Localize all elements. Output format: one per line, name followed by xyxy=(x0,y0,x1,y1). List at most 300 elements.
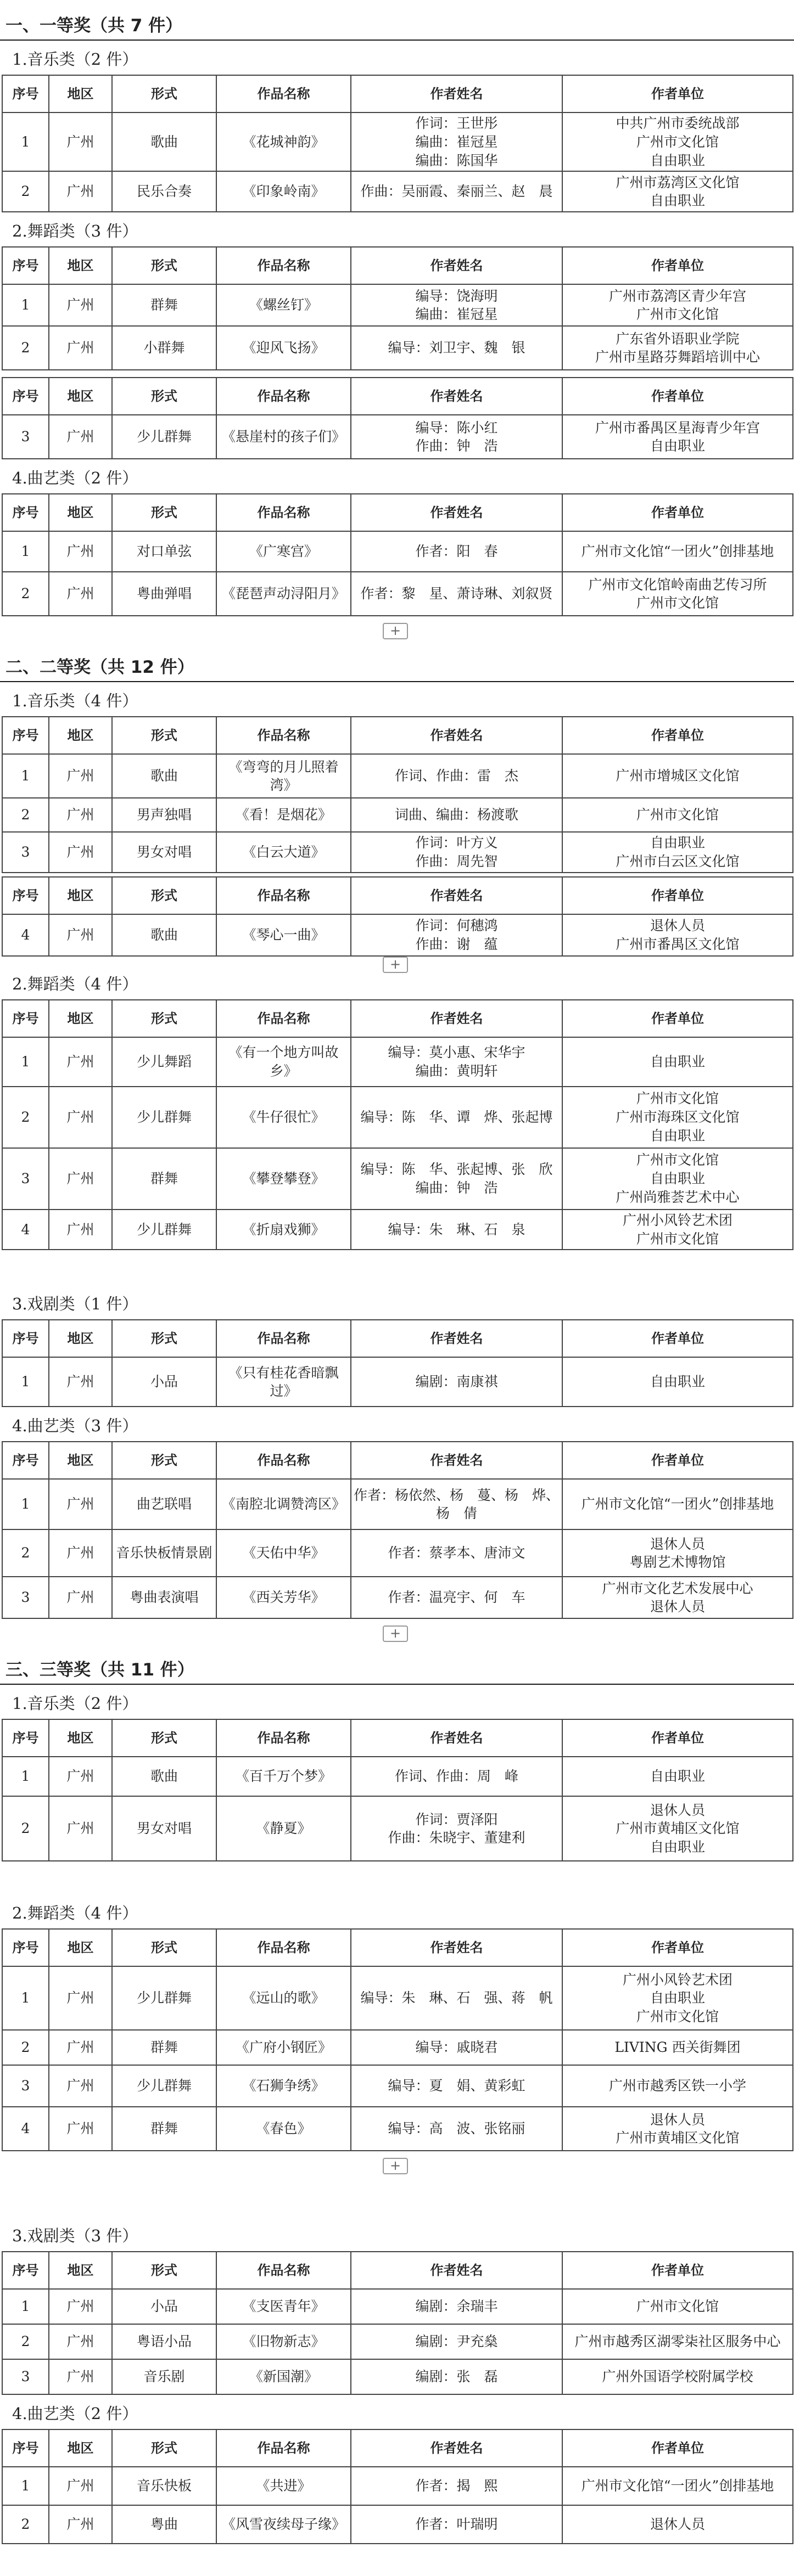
cell-region: 广州 xyxy=(49,326,112,370)
cell-unit-line: 广州市海珠区文化馆 xyxy=(616,1109,740,1125)
table-header-row xyxy=(2,247,793,284)
cell-unit xyxy=(562,572,793,616)
cell-no: 4 xyxy=(2,1210,49,1250)
cell-unit-line: 广州市文化馆岭南曲艺传习所 xyxy=(588,576,767,593)
cell-form: 粤语小品 xyxy=(112,2324,216,2359)
category-title: 3.戏剧类（1 件） xyxy=(12,1295,138,1314)
cell-unit-line: 广州市文化艺术发展中心 xyxy=(602,1580,753,1596)
cell-unit-line: 自由职业 xyxy=(650,1053,705,1070)
cell-work: 《百千万个梦》 xyxy=(216,1757,351,1796)
cell-unit xyxy=(562,2030,793,2065)
cell-unit-line: 广州外国语学校附属学校 xyxy=(602,2369,753,2385)
cell-form: 小品 xyxy=(112,2289,216,2324)
award-section xyxy=(0,1657,794,2544)
header-form: 形式 xyxy=(112,717,216,754)
cell-no: 2 xyxy=(2,171,49,212)
award-table xyxy=(2,716,793,873)
cell-unit-line: 广州市荔湾区文化馆 xyxy=(616,174,740,190)
table-header-row xyxy=(2,1320,793,1357)
award-table xyxy=(2,75,793,212)
cell-author-line: 作曲：吴丽霞、秦丽兰、赵 晨 xyxy=(360,183,553,200)
cell-author-line: 编曲：陈国华 xyxy=(415,152,498,168)
header-work: 作品名称 xyxy=(216,1719,351,1757)
cell-work: 《西关芳华》 xyxy=(216,1577,351,1618)
header-unit: 作者单位 xyxy=(562,494,793,531)
header-region: 地区 xyxy=(49,378,112,415)
table-row xyxy=(2,1148,793,1210)
header-work: 作品名称 xyxy=(216,1320,351,1357)
header-work: 作品名称 xyxy=(216,494,351,531)
table-header-row xyxy=(2,378,793,415)
cell-region: 广州 xyxy=(49,1357,112,1407)
cell-unit xyxy=(562,1757,793,1796)
cell-author-line: 编导：朱 琳、石 泉 xyxy=(388,1221,525,1238)
cell-author xyxy=(351,2467,562,2505)
cell-region: 广州 xyxy=(49,798,112,832)
header-no: 序号 xyxy=(2,1719,49,1757)
cell-work: 《牛仔很忙》 xyxy=(216,1087,351,1148)
table-row xyxy=(2,326,793,370)
cell-region: 广州 xyxy=(49,754,112,798)
cell-form: 少儿群舞 xyxy=(112,1966,216,2030)
header-form: 形式 xyxy=(112,1000,216,1037)
cell-unit xyxy=(562,415,793,459)
cell-no: 2 xyxy=(2,2324,49,2359)
cell-unit xyxy=(562,2324,793,2359)
header-no: 序号 xyxy=(2,75,49,113)
award-table xyxy=(2,377,793,459)
header-author: 作者姓名 xyxy=(351,1320,562,1357)
cell-region: 广州 xyxy=(49,2107,112,2151)
cell-unit xyxy=(562,171,793,212)
cell-work: 《新国潮》 xyxy=(216,2359,351,2394)
header-region: 地区 xyxy=(49,1929,112,1966)
cell-no: 1 xyxy=(2,531,49,572)
cell-author xyxy=(351,914,562,956)
cell-region: 广州 xyxy=(49,1037,112,1087)
cell-author-line: 编曲：崔冠星 xyxy=(415,306,498,323)
cell-unit-line: 粤剧艺术博物馆 xyxy=(629,1554,726,1571)
category-title: 1.音乐类（2 件） xyxy=(12,1694,138,1713)
cell-work: 《天佑中华》 xyxy=(216,1529,351,1577)
cell-author xyxy=(351,415,562,459)
table-row xyxy=(2,1577,793,1618)
cell-no: 2 xyxy=(2,2030,49,2065)
cell-region: 广州 xyxy=(49,572,112,616)
cell-unit xyxy=(562,1796,793,1861)
award-table xyxy=(2,1719,793,1861)
cell-author-line: 编导：高 波、张铭丽 xyxy=(388,2121,525,2137)
header-form: 形式 xyxy=(112,494,216,531)
header-region: 地区 xyxy=(49,1442,112,1479)
cell-author xyxy=(351,326,562,370)
header-no: 序号 xyxy=(2,1320,49,1357)
table-row xyxy=(2,284,793,326)
table-row xyxy=(2,1966,793,2030)
header-form: 形式 xyxy=(112,75,216,113)
cell-work: 《远山的歌》 xyxy=(216,1966,351,2030)
cell-region: 广州 xyxy=(49,2289,112,2324)
table-header-row xyxy=(2,2252,793,2289)
cell-no: 1 xyxy=(2,1757,49,1796)
category-title: 1.音乐类（2 件） xyxy=(12,50,138,69)
cell-author xyxy=(351,2359,562,2394)
cell-form: 民乐合奏 xyxy=(112,171,216,212)
header-author: 作者姓名 xyxy=(351,1000,562,1037)
cell-unit-line: 广州市文化馆“一团火”创排基地 xyxy=(581,1496,774,1512)
cell-author-line: 编导：朱 琳、石 强、蒋 帆 xyxy=(360,1990,553,2006)
header-region: 地区 xyxy=(49,717,112,754)
cell-unit-line: 广州市文化馆 xyxy=(636,2009,719,2025)
cell-author-line: 作者：蔡孝本、唐沛文 xyxy=(388,1545,525,1561)
cell-author xyxy=(351,832,562,873)
cell-author-line: 作曲：朱晓宇、董建利 xyxy=(388,1830,525,1846)
cell-unit-line: 广州市文化馆 xyxy=(636,1090,719,1107)
cell-author-line: 作词、作曲：雷 杰 xyxy=(394,768,518,784)
cell-no: 1 xyxy=(2,284,49,326)
cell-author-line: 作者：杨依然、杨 蔓、杨 烨、杨 倩 xyxy=(354,1487,560,1522)
cell-unit xyxy=(562,2359,793,2394)
award-table xyxy=(2,246,793,370)
table-header-row xyxy=(2,75,793,113)
cell-form: 粤曲 xyxy=(112,2505,216,2544)
cell-unit xyxy=(562,1966,793,2030)
cell-work: 《有一个地方叫故乡》 xyxy=(216,1037,351,1087)
cell-form: 男女对唱 xyxy=(112,1796,216,1861)
header-region: 地区 xyxy=(49,2429,112,2467)
award-table xyxy=(2,2251,793,2395)
cell-unit-line: 自由职业 xyxy=(650,1170,705,1186)
cell-unit-line: 自由职业 xyxy=(650,438,705,454)
cell-work: 《共进》 xyxy=(216,2467,351,2505)
table-row xyxy=(2,2505,793,2544)
cell-no: 1 xyxy=(2,2289,49,2324)
cell-no: 4 xyxy=(2,2107,49,2151)
cell-form: 少儿舞蹈 xyxy=(112,1037,216,1087)
cell-unit xyxy=(562,798,793,832)
cell-region: 广州 xyxy=(49,2065,112,2107)
cell-region: 广州 xyxy=(49,1757,112,1796)
cell-no: 1 xyxy=(2,1479,49,1529)
cell-region: 广州 xyxy=(49,914,112,956)
cell-unit-line: 广州市增城区文化馆 xyxy=(616,768,740,784)
category-title: 4.曲艺类（2 件） xyxy=(12,2404,138,2423)
cell-region: 广州 xyxy=(49,2467,112,2505)
table-row xyxy=(2,798,793,832)
cell-author-line: 编剧：南康祺 xyxy=(415,1374,498,1390)
cell-unit xyxy=(562,2505,793,2544)
header-form: 形式 xyxy=(112,378,216,415)
header-unit: 作者单位 xyxy=(562,2252,793,2289)
cell-unit-line: 退休人员 xyxy=(650,2516,705,2533)
cell-no: 3 xyxy=(2,1577,49,1618)
header-unit: 作者单位 xyxy=(562,2429,793,2467)
header-no: 序号 xyxy=(2,494,49,531)
cell-unit xyxy=(562,2065,793,2107)
cell-region: 广州 xyxy=(49,832,112,873)
table-row xyxy=(2,2324,793,2359)
cell-unit-line: 广州市文化馆 xyxy=(636,807,719,823)
cell-unit-line: 广州小风铃艺术团 xyxy=(622,1212,733,1228)
header-region: 地区 xyxy=(49,75,112,113)
cell-unit-line: 广州市越秀区湖零柒社区服务中心 xyxy=(574,2333,781,2350)
award-title: 一、一等奖（共 7 件） xyxy=(5,16,183,36)
cell-author-line: 编导：饶海明 xyxy=(415,288,498,304)
cell-unit xyxy=(562,1577,793,1618)
cell-form: 歌曲 xyxy=(112,914,216,956)
cell-author-line: 编导：陈小红 xyxy=(415,419,498,436)
header-unit: 作者单位 xyxy=(562,1320,793,1357)
cell-author xyxy=(351,2289,562,2324)
cell-region: 广州 xyxy=(49,1087,112,1148)
table-row xyxy=(2,1757,793,1796)
table-header-row xyxy=(2,717,793,754)
cell-unit-line: 广州尚雅荟艺术中心 xyxy=(616,1189,740,1205)
header-form: 形式 xyxy=(112,1929,216,1966)
cell-author xyxy=(351,1357,562,1407)
cell-author xyxy=(351,2505,562,2544)
cell-unit-line: 广州市黄埔区文化馆 xyxy=(616,2130,740,2146)
cell-form: 群舞 xyxy=(112,284,216,326)
cell-author-line: 编导：莫小惠、宋华宇 xyxy=(388,1044,525,1060)
cell-form: 少儿群舞 xyxy=(112,1087,216,1148)
cell-form: 群舞 xyxy=(112,2030,216,2065)
header-author: 作者姓名 xyxy=(351,1929,562,1966)
cell-unit-line: 广州市番禺区星海青少年宫 xyxy=(595,419,760,436)
cell-author xyxy=(351,1148,562,1210)
cell-author-line: 编导：夏 娟、黄彩虹 xyxy=(388,2078,525,2094)
cell-author xyxy=(351,113,562,171)
cell-author-line: 编剧：尹充燊 xyxy=(415,2333,498,2350)
header-author: 作者姓名 xyxy=(351,1719,562,1757)
divider xyxy=(0,1684,794,1685)
award-table xyxy=(2,1319,793,1407)
cell-work: 《南腔北调赞湾区》 xyxy=(216,1479,351,1529)
table-header-row xyxy=(2,1442,793,1479)
cell-author-line: 编导：戚晓君 xyxy=(415,2039,498,2056)
cell-author-line: 作词：何穗鸿 xyxy=(415,918,498,933)
cell-work: 《看！是烟花》 xyxy=(216,798,351,832)
table-row xyxy=(2,171,793,212)
expand-button[interactable]: + xyxy=(383,623,408,639)
header-region: 地区 xyxy=(49,494,112,531)
cell-author xyxy=(351,1577,562,1618)
header-no: 序号 xyxy=(2,247,49,284)
cell-unit xyxy=(562,1037,793,1087)
table-header-row xyxy=(2,494,793,531)
table-row xyxy=(2,2467,793,2505)
header-author: 作者姓名 xyxy=(351,494,562,531)
cell-author xyxy=(351,1529,562,1577)
table-header-row xyxy=(2,1929,793,1966)
header-work: 作品名称 xyxy=(216,2429,351,2467)
header-author: 作者姓名 xyxy=(351,75,562,113)
category-title: 4.曲艺类（2 件） xyxy=(12,469,138,488)
cell-unit-line: LIVING 西关街舞团 xyxy=(614,2039,741,2056)
cell-author xyxy=(351,2065,562,2107)
cell-work: 《支医青年》 xyxy=(216,2289,351,2324)
award-table xyxy=(2,2429,793,2544)
cell-author-line: 编剧：余瑞丰 xyxy=(415,2298,498,2315)
header-work: 作品名称 xyxy=(216,247,351,284)
category-title: 2.舞蹈类（3 件） xyxy=(12,222,138,241)
cell-author-line: 作曲：谢 蕴 xyxy=(415,936,498,952)
cell-no: 2 xyxy=(2,572,49,616)
cell-region: 广州 xyxy=(49,1148,112,1210)
cell-author-line: 作曲：钟 浩 xyxy=(415,438,498,454)
cell-work: 《石狮争绣》 xyxy=(216,2065,351,2107)
cell-work: 《琵琶声动浔阳月》 xyxy=(216,572,351,616)
cell-author xyxy=(351,531,562,572)
cell-unit xyxy=(562,1357,793,1407)
header-work: 作品名称 xyxy=(216,877,351,914)
header-region: 地区 xyxy=(49,2252,112,2289)
cell-author xyxy=(351,1037,562,1087)
cell-unit xyxy=(562,1210,793,1250)
header-form: 形式 xyxy=(112,1320,216,1357)
header-unit: 作者单位 xyxy=(562,877,793,914)
cell-unit xyxy=(562,284,793,326)
cell-unit-line: 广州小风铃艺术团 xyxy=(622,1971,733,1988)
table-header-row xyxy=(2,2429,793,2467)
table-header-row xyxy=(2,1719,793,1757)
header-unit: 作者单位 xyxy=(562,378,793,415)
header-no: 序号 xyxy=(2,378,49,415)
award-table xyxy=(2,876,793,957)
header-no: 序号 xyxy=(2,2252,49,2289)
cell-author xyxy=(351,2324,562,2359)
header-form: 形式 xyxy=(112,1719,216,1757)
table-row xyxy=(2,1087,793,1148)
cell-unit-line: 广州市白云区文化馆 xyxy=(616,853,740,869)
cell-work: 《悬崖村的孩子们》 xyxy=(216,415,351,459)
cell-author-line: 编导：陈 华、谭 烨、张起博 xyxy=(360,1109,553,1125)
cell-unit-line: 广州市文化馆“一团火”创排基地 xyxy=(581,543,774,560)
header-work: 作品名称 xyxy=(216,378,351,415)
cell-work: 《螺丝钉》 xyxy=(216,284,351,326)
cell-unit xyxy=(562,914,793,956)
header-unit: 作者单位 xyxy=(562,1719,793,1757)
cell-region: 广州 xyxy=(49,284,112,326)
cell-work: 《迎风飞扬》 xyxy=(216,326,351,370)
cell-unit-line: 自由职业 xyxy=(650,193,705,209)
cell-author-line: 作者：黎 星、萧诗琳、刘叙贤 xyxy=(360,586,553,602)
cell-region: 广州 xyxy=(49,1796,112,1861)
cell-form: 群舞 xyxy=(112,2107,216,2151)
header-unit: 作者单位 xyxy=(562,1929,793,1966)
divider xyxy=(0,40,794,41)
cell-unit xyxy=(562,1148,793,1210)
cell-work: 《只有桂花香暗飘过》 xyxy=(216,1357,351,1407)
cell-unit-line: 广州市文化馆“一团火”创排基地 xyxy=(581,2478,774,2494)
header-form: 形式 xyxy=(112,877,216,914)
cell-author xyxy=(351,1210,562,1250)
cell-unit-line: 自由职业 xyxy=(650,152,705,168)
cell-author xyxy=(351,1757,562,1796)
table-row xyxy=(2,572,793,616)
table-row xyxy=(2,415,793,459)
table-row xyxy=(2,531,793,572)
cell-no: 2 xyxy=(2,1087,49,1148)
header-work: 作品名称 xyxy=(216,75,351,113)
cell-work: 《广寒宫》 xyxy=(216,531,351,572)
cell-author xyxy=(351,1479,562,1529)
cell-form: 歌曲 xyxy=(112,113,216,171)
cell-no: 1 xyxy=(2,1966,49,2030)
table-header-row xyxy=(2,877,793,914)
header-unit: 作者单位 xyxy=(562,75,793,113)
cell-form: 歌曲 xyxy=(112,754,216,798)
category-title: 2.舞蹈类（4 件） xyxy=(12,1904,138,1923)
cell-unit-line: 中共广州市委统战部 xyxy=(616,115,740,131)
header-region: 地区 xyxy=(49,1320,112,1357)
header-work: 作品名称 xyxy=(216,717,351,754)
header-author: 作者姓名 xyxy=(351,2252,562,2289)
header-author: 作者姓名 xyxy=(351,247,562,284)
cell-form: 少儿群舞 xyxy=(112,415,216,459)
expand-button[interactable]: + xyxy=(383,2158,408,2174)
cell-unit xyxy=(562,2107,793,2151)
cell-work: 《攀登攀登》 xyxy=(216,1148,351,1210)
header-no: 序号 xyxy=(2,1442,49,1479)
cell-author-line: 编曲：钟 浩 xyxy=(415,1179,498,1196)
cell-unit xyxy=(562,1479,793,1529)
header-author: 作者姓名 xyxy=(351,378,562,415)
cell-author-line: 作者：温亮宇、何 车 xyxy=(388,1589,525,1606)
cell-no: 2 xyxy=(2,326,49,370)
cell-form: 少儿群舞 xyxy=(112,1210,216,1250)
cell-work: 《白云大道》 xyxy=(216,832,351,873)
cell-region: 广州 xyxy=(49,113,112,171)
cell-author xyxy=(351,754,562,798)
cell-work: 《印象岭南》 xyxy=(216,171,351,212)
header-no: 序号 xyxy=(2,1929,49,1966)
cell-author-line: 作者：揭 熙 xyxy=(415,2478,498,2494)
table-row xyxy=(2,914,793,956)
cell-unit-line: 广州市文化馆 xyxy=(636,133,719,150)
award-table xyxy=(2,999,793,1251)
cell-unit xyxy=(562,754,793,798)
cell-author-line: 作者：叶瑞明 xyxy=(415,2516,498,2533)
cell-work: 《静夏》 xyxy=(216,1796,351,1861)
cell-no: 1 xyxy=(2,1037,49,1087)
cell-author-line: 编曲：黄明轩 xyxy=(415,1062,498,1079)
cell-no: 1 xyxy=(2,2467,49,2505)
expand-button[interactable]: + xyxy=(383,957,408,973)
header-form: 形式 xyxy=(112,247,216,284)
header-author: 作者姓名 xyxy=(351,877,562,914)
cell-region: 广州 xyxy=(49,1966,112,2030)
cell-unit-line: 广州市星路芬舞蹈培训中心 xyxy=(595,349,760,365)
cell-no: 2 xyxy=(2,2505,49,2544)
cell-author-line: 词曲、编曲：杨渡歌 xyxy=(394,807,518,823)
cell-unit-line: 退休人员 xyxy=(650,918,705,933)
expand-button[interactable]: + xyxy=(383,1626,408,1642)
award-section xyxy=(0,655,794,1646)
cell-unit-line: 广州市黄埔区文化馆 xyxy=(616,1820,740,1837)
cell-unit xyxy=(562,1087,793,1148)
cell-region: 广州 xyxy=(49,1577,112,1618)
cell-form: 音乐快板情景剧 xyxy=(112,1529,216,1577)
cell-unit xyxy=(562,1529,793,1577)
cell-work: 《花城神韵》 xyxy=(216,113,351,171)
cell-form: 小品 xyxy=(112,1357,216,1407)
cell-work: 《弯弯的月儿照着湾》 xyxy=(216,754,351,798)
header-author: 作者姓名 xyxy=(351,2429,562,2467)
cell-unit-line: 退休人员 xyxy=(650,2111,705,2128)
table-row xyxy=(2,1037,793,1087)
cell-no: 2 xyxy=(2,798,49,832)
